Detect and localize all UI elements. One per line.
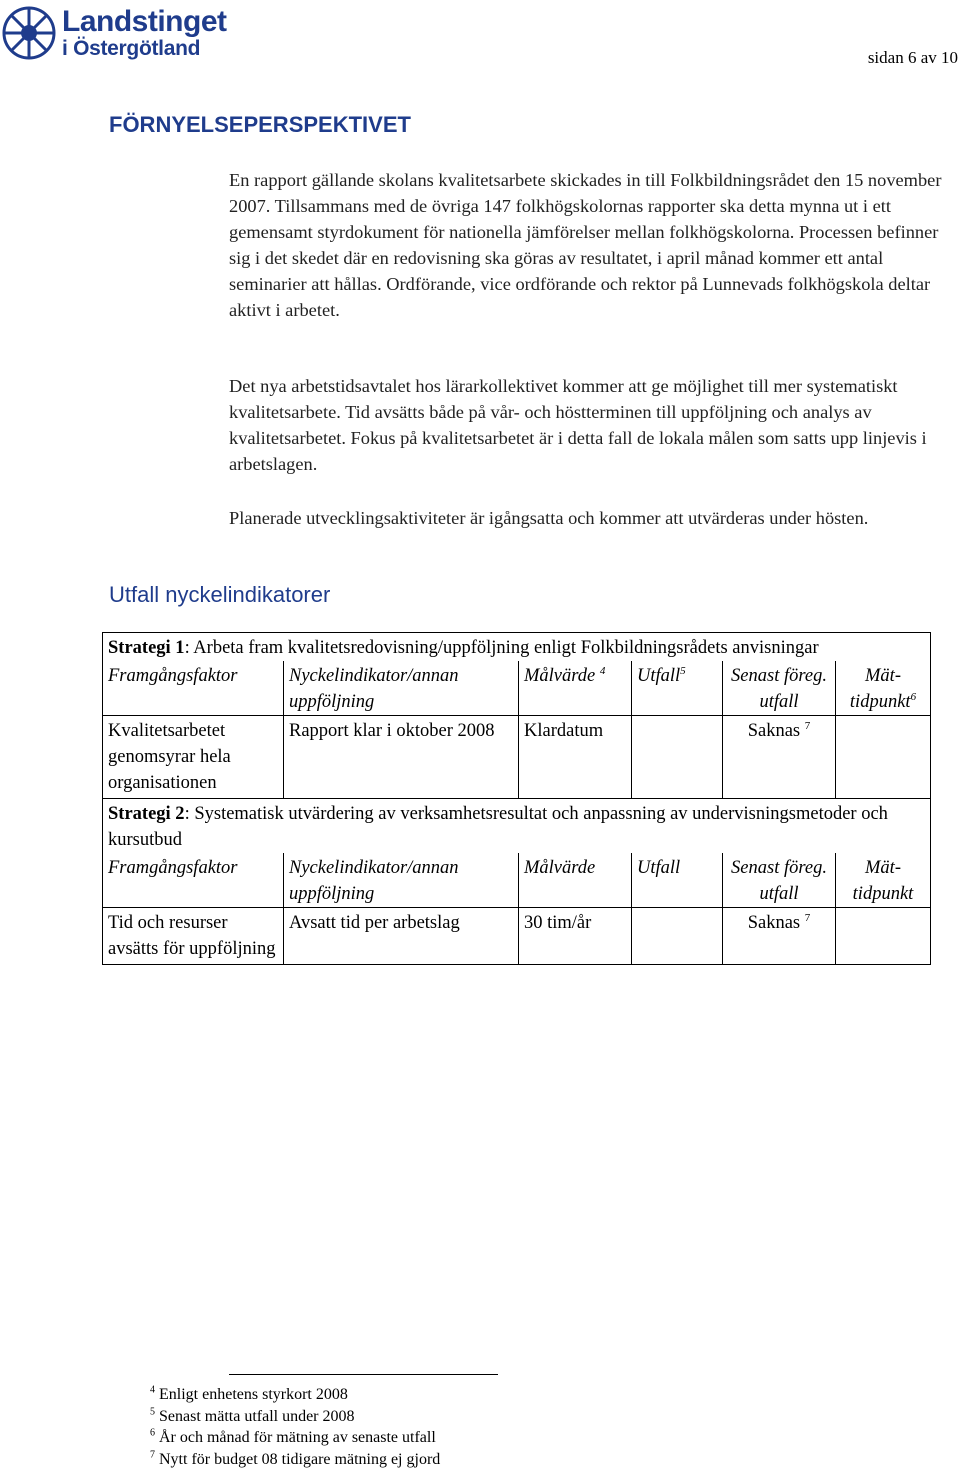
footnotes <box>150 1384 440 1470</box>
footnote-ref: 6 <box>910 690 917 703</box>
cell-tidpunkt <box>836 716 931 799</box>
cell-malvarde: 30 tim/år <box>519 908 632 965</box>
strategy-row <box>103 633 931 662</box>
section-heading-fornyelse: FÖRNYELSEPERSPEKTIVET <box>109 112 411 137</box>
footnote-ref: 5 <box>680 664 686 677</box>
cell-utfall <box>632 716 723 799</box>
table-header-row <box>103 661 931 716</box>
strategy-text: : Systematisk utvärdering av verksamhetsresultat och anpassning av undervisningsmetoder och kursutbud <box>108 804 888 850</box>
footnote: $^6$ År och månad för mätning av senaste utfall <box>150 1427 436 1446</box>
footnote-ref: 4 <box>599 664 606 677</box>
header-framgangsfaktor: Framgångsfaktor <box>103 661 284 716</box>
footnote: $^4$ Enligt enhetens styrkort 2008 <box>150 1384 348 1403</box>
logo-line-1: Landstinget <box>62 5 227 38</box>
strategy-label: Strategi 1 <box>108 638 185 658</box>
header-nyckelindikator: Nyckelindikator/annan uppföljning <box>284 853 519 908</box>
page-number: sidan 6 av 10 <box>867 48 958 67</box>
footnote: $^7$ Nytt för budget 08 tidigare mätning ej gjord <box>150 1449 441 1468</box>
header-senast: Senast föreg. utfall <box>723 661 836 716</box>
header-malvarde: Målvärde <box>519 853 632 908</box>
header-framgangsfaktor: Framgångsfaktor <box>103 853 284 908</box>
header-utfall: Utfall$^5$ <box>632 661 723 716</box>
cell-tidpunkt <box>836 908 931 965</box>
cell-faktor: Tid och resurser avsätts för uppföljning <box>103 908 284 965</box>
footnote-ref: 7 <box>804 719 811 732</box>
section-heading-utfall: Utfall nyckelindikatorer <box>109 582 331 607</box>
strategy-label: Strategi 2 <box>108 804 185 824</box>
cell-faktor: Kvalitetsarbetet genomsyrar hela organisationen <box>103 716 284 799</box>
cell-senast: Saknas $^7$ <box>723 908 836 965</box>
table-header-row <box>103 853 931 908</box>
strategy-cell <box>103 633 931 662</box>
kpi-table <box>102 632 931 965</box>
strategy-row <box>103 799 931 854</box>
paragraph-3: Planerade utvecklingsaktiviteter är igångsatta och kommer att utvärderas under hösten. <box>229 508 869 528</box>
footnote: $^5$ Senast mätta utfall under 2008 <box>150 1406 355 1425</box>
logo-line-2: i Östergötland <box>62 37 201 60</box>
paragraph-2: Det nya arbetstidsavtalet hos lärarkollektivet kommer att ge möjlighet till mer systematiskt kvalitetsarbete. Tid avsätts både på vår- och höstterminen till uppföljning och analys av kvalitetsarbetet. Fokus på kvalitetsarbetet är i detta fall de lokala målen som satts upp linjevis i arbetslagen. <box>229 376 927 474</box>
strategy-cell <box>103 799 931 854</box>
cell-indikator: Avsatt tid per arbetslag <box>284 908 519 965</box>
table-row <box>103 908 931 965</box>
header-tidpunkt: Mät-tidpunkt <box>836 853 931 908</box>
header-nyckelindikator: Nyckelindikator/annan uppföljning <box>284 661 519 716</box>
landstinget-logo <box>0 2 250 64</box>
cell-indikator: Rapport klar i oktober 2008 <box>284 716 519 799</box>
header-tidpunkt: Mät-tidpunkt$^6$ <box>836 661 931 716</box>
header-senast: Senast föreg. utfall <box>723 853 836 908</box>
header-utfall: Utfall <box>632 853 723 908</box>
footnote-divider <box>229 1374 498 1375</box>
header-malvarde: Målvärde $^4$ <box>519 661 632 716</box>
cell-utfall <box>632 908 723 965</box>
table-row <box>103 716 931 799</box>
logo-emblem-icon <box>0 4 58 62</box>
cell-senast: Saknas $^7$ <box>723 716 836 799</box>
paragraph-1: En rapport gällande skolans kvalitetsarbete skickades in till Folkbildningsrådet den 15 november 2007. Tillsammans med de övriga 147 folkhögskolornas rapporter ska detta mynna ut i ett gemensamt styrdokument för nationella jämförelser mellan folkhögskolorna. Processen befinner sig i det skedet där en redovisning ska göras av resultatet, i april månad kommer ett antal seminarier att hållas. Ordförande, vice ordförande och rektor på Lunnevads folkhögskola deltar aktivt i arbetet. <box>229 170 942 320</box>
footnote-ref: 7 <box>804 911 811 924</box>
cell-malvarde: Klardatum <box>519 716 632 799</box>
strategy-text: : Arbeta fram kvalitetsredovisning/uppföljning enligt Folkbildningsrådets anvisningar <box>184 638 819 658</box>
